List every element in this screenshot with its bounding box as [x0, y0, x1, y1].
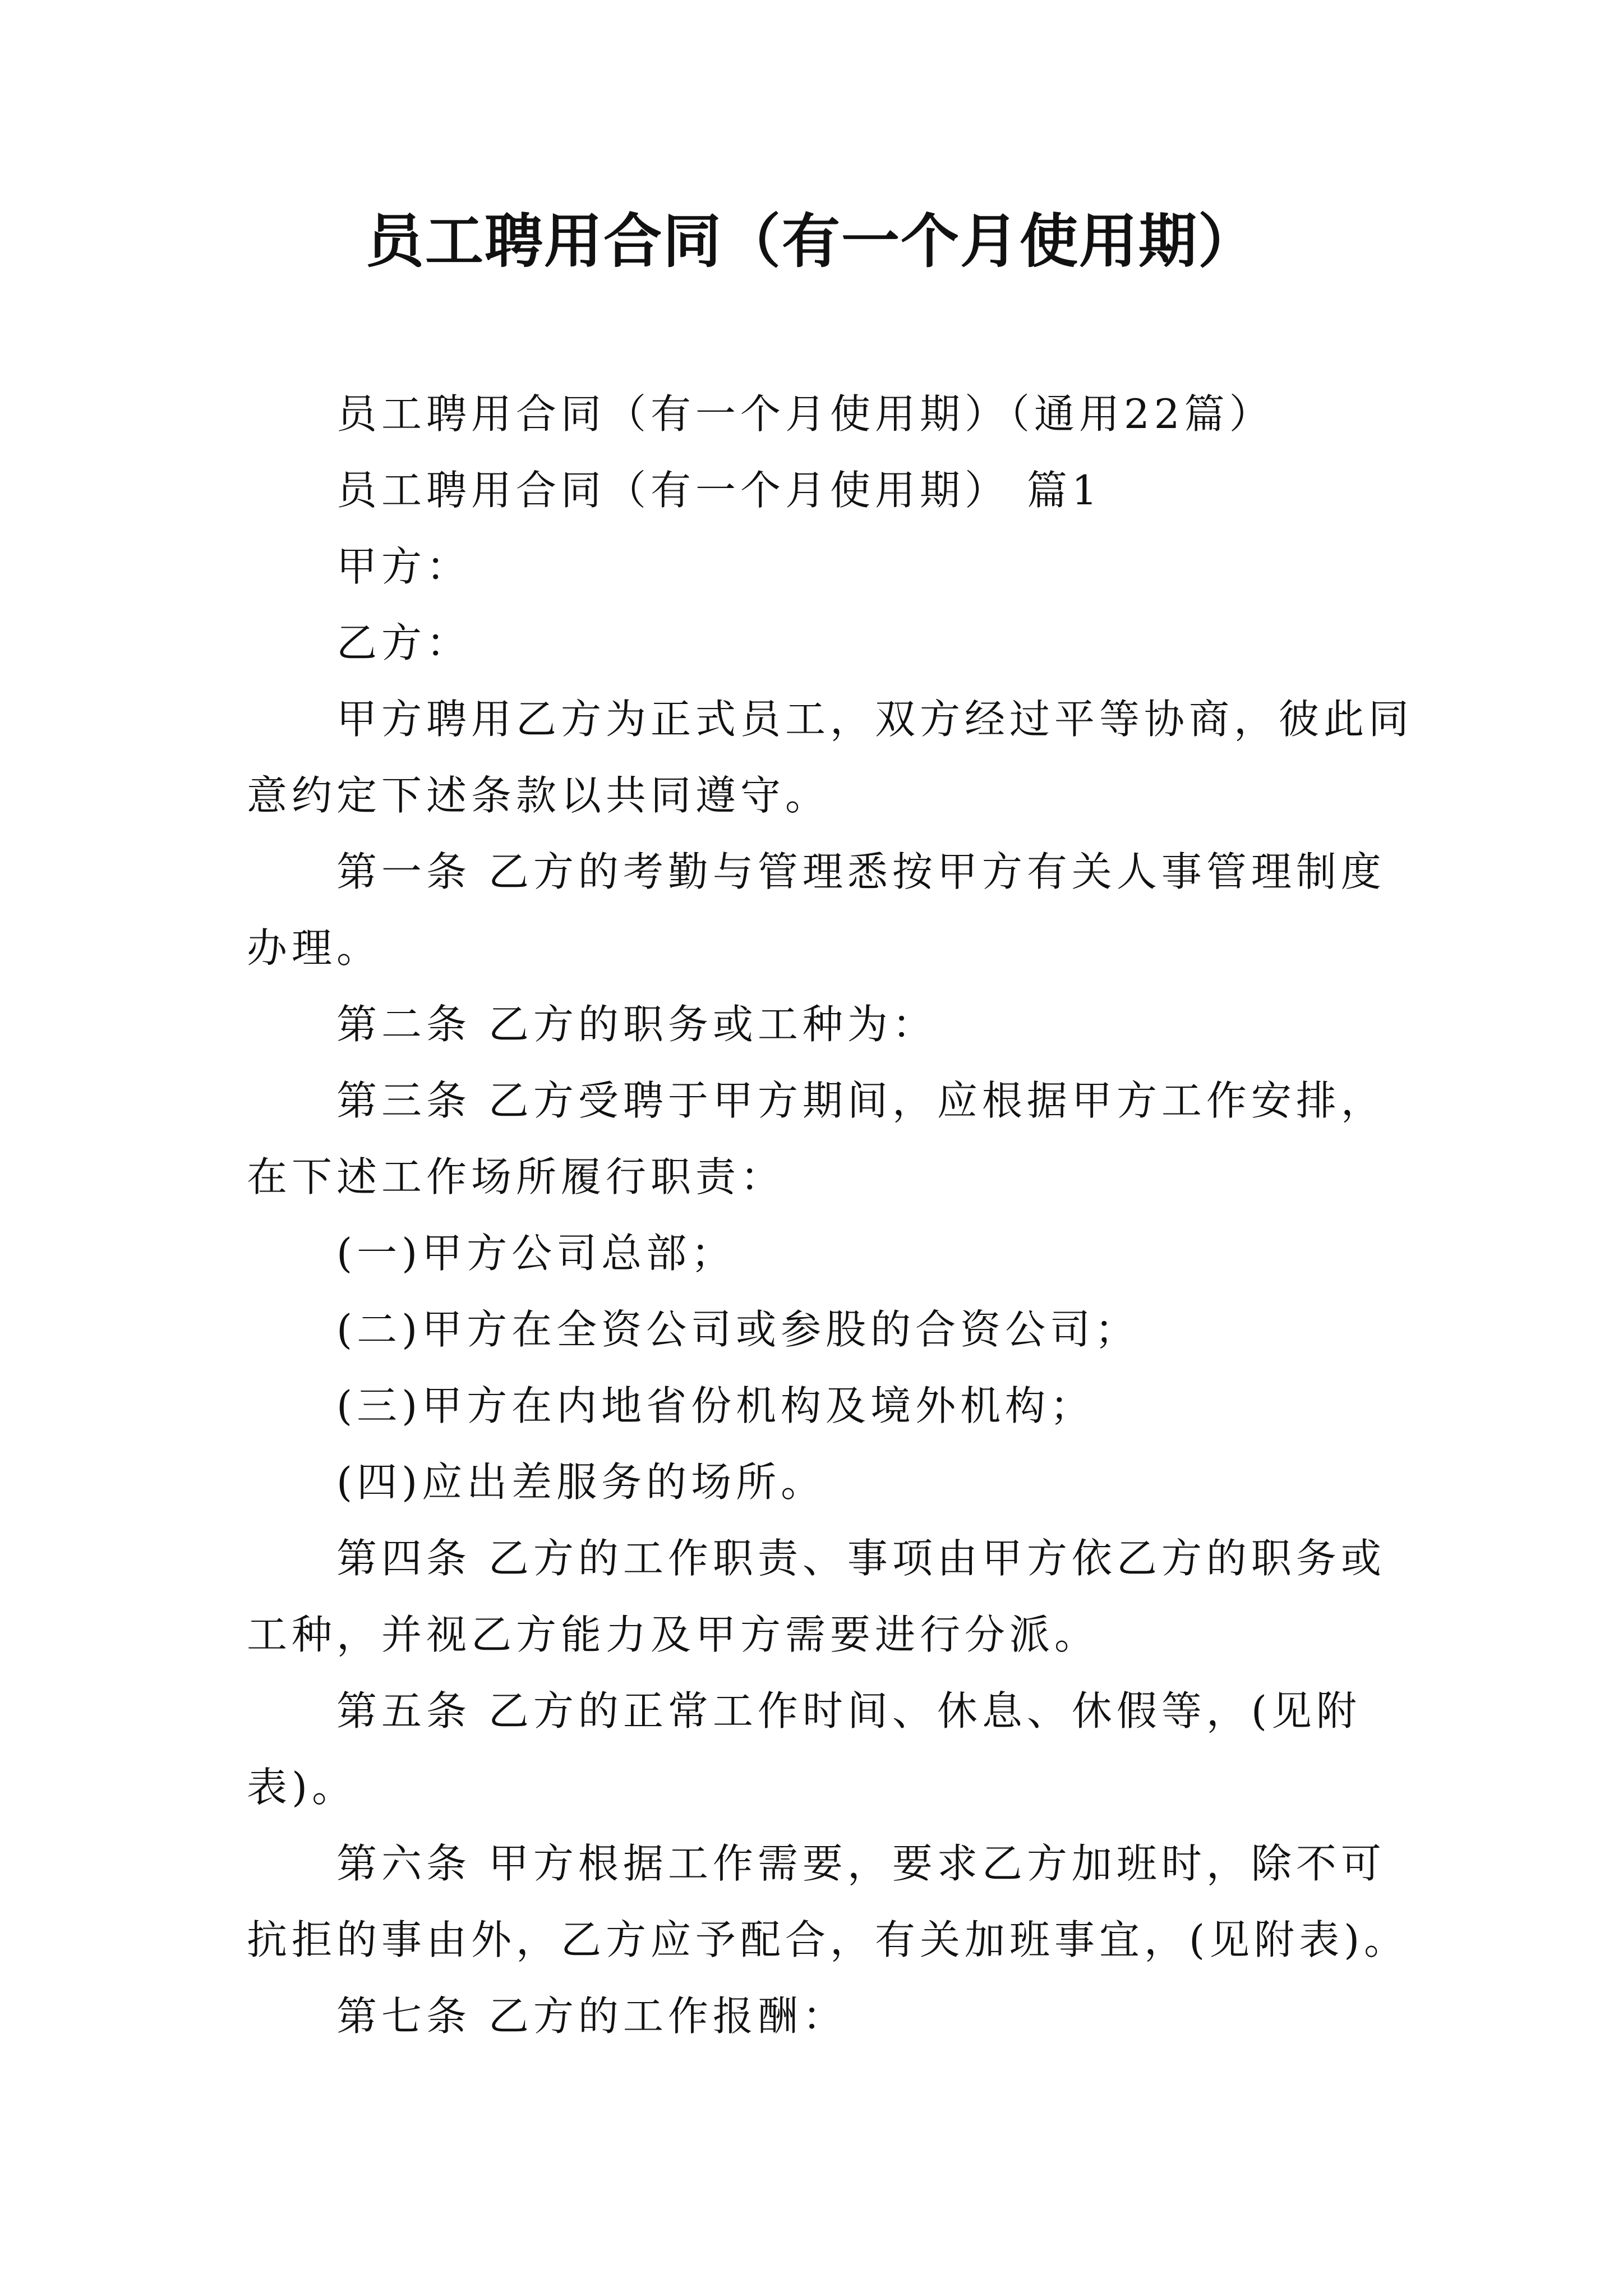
- paragraph-line: 表)。: [247, 1764, 357, 1811]
- paragraph-line: 员工聘用合同（有一个月使用期）（通用22篇）: [336, 390, 1274, 438]
- paragraph-line: 第七条 乙方的工作报酬：: [336, 1993, 847, 2040]
- paragraph-line: 第三条 乙方受聘于甲方期间，应根据甲方工作安排，: [336, 1077, 1386, 1124]
- paragraph-line: 办理。: [247, 924, 382, 972]
- paragraph-line: 第六条 甲方根据工作需要，要求乙方加班时，除不可: [336, 1840, 1386, 1887]
- paragraph-line: 甲方聘用乙方为正式员工，双方经过平等协商，彼此同: [336, 696, 1414, 743]
- paragraph-line: 员工聘用合同（有一个月使用期） 篇1: [336, 467, 1102, 514]
- paragraph-line: 第四条 乙方的工作职责、事项由甲方依乙方的职务或: [336, 1535, 1386, 1582]
- paragraph-line: 乙方：: [336, 619, 472, 666]
- paragraph-line: 工种，并视乙方能力及甲方需要进行分派。: [247, 1611, 1100, 1658]
- paragraph-line: 甲方：: [336, 543, 472, 590]
- paragraph-line: (四)应出差服务的场所。: [336, 1458, 826, 1506]
- paragraph-line: (二)甲方在全资公司或参股的合资公司；: [336, 1306, 1140, 1353]
- paragraph-line: 第一条 乙方的考勤与管理悉按甲方有关人事管理制度: [336, 848, 1386, 895]
- paragraph-line: 第五条 乙方的正常工作时间、休息、休假等，(见附: [336, 1687, 1361, 1734]
- paragraph-line: 第二条 乙方的职务或工种为：: [336, 1001, 937, 1048]
- paragraph-line: 意约定下述条款以共同遵守。: [247, 772, 831, 819]
- paragraph-line: 在下述工作场所履行职责：: [247, 1153, 786, 1200]
- paragraph-line: (一)甲方公司总部；: [336, 1230, 736, 1277]
- document-body: [247, 376, 1414, 2054]
- paragraph-line: 抗拒的事由外，乙方应予配合，有关加班事宜，(见附表)。: [247, 1916, 1409, 1963]
- document-title: 员工聘用合同（有一个月使用期）: [365, 206, 1257, 275]
- paragraph-line: (三)甲方在内地省份机构及境外机构；: [336, 1382, 1095, 1429]
